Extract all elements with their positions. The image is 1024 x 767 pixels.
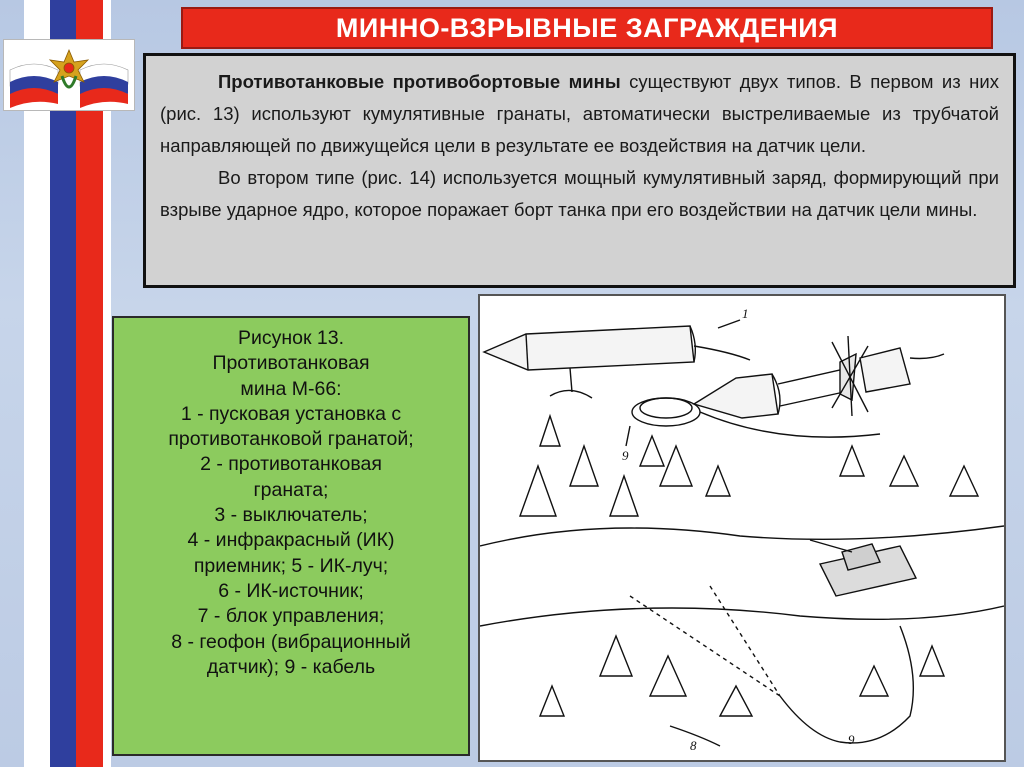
russian-army-emblem-icon <box>4 40 134 110</box>
paragraph-1-lead: Противотанковые противобортовые мины <box>218 71 621 92</box>
flag-stripe-white <box>24 0 50 767</box>
callout-9: 9 <box>622 448 629 463</box>
emblem <box>3 39 135 111</box>
caption-line: противотанковой гранатой; <box>168 428 414 451</box>
caption-line: 7 - блок управления; <box>197 605 385 628</box>
paragraph-1 <box>160 66 999 162</box>
caption-line: приемник; 5 - ИК-луч; <box>193 554 389 577</box>
figure-caption-panel <box>112 316 470 756</box>
caption-line: 6 - ИК-источник; <box>218 579 364 602</box>
paragraph-2: Во втором типе (рис. 14) используется мощный кумулятивный заряд, формирующий при взрыве ударное ядро, которое поражает борт танка при его воздействии на датчик цели мины. <box>160 167 999 220</box>
caption-line: датчик); 9 - кабель <box>206 655 376 678</box>
flag-stripe-blue <box>50 0 76 767</box>
caption-line: 3 - выключатель; <box>214 504 368 527</box>
caption-line: 2 - противотанковая <box>200 453 382 476</box>
caption-line: Противотанковая <box>212 352 370 375</box>
callout-9-lower: 9 <box>848 732 855 747</box>
callout-1: 1 <box>742 306 749 321</box>
caption-line: Рисунок 13. <box>237 327 345 349</box>
main-text-panel <box>143 53 1016 288</box>
paragraph-1-rest: существуют двух типов. В первом из них (рис. 13) используют кумулятивные гранаты, автоматически выстреливаемые из трубчатой направляющей по движущейся цели в результате ее воздействия на датчик цели. <box>160 71 999 156</box>
mine-illustration <box>478 294 1006 762</box>
caption-line: 4 - инфракрасный (ИК) <box>187 529 395 552</box>
flag-stripe-red <box>76 0 103 767</box>
m66-mine-drawing <box>480 296 1004 760</box>
caption-line: 8 - геофон (вибрационный <box>171 630 411 653</box>
flag-stripe-white-thin <box>103 0 111 767</box>
slide-title: МИННО-ВЗРЫВНЫЕ ЗАГРАЖДЕНИЯ <box>181 7 993 49</box>
caption-line: граната; <box>253 478 329 501</box>
caption-line: 1 - пусковая установка с <box>180 402 402 425</box>
callout-8: 8 <box>690 738 697 753</box>
caption-line: мина М-66: <box>240 377 342 400</box>
